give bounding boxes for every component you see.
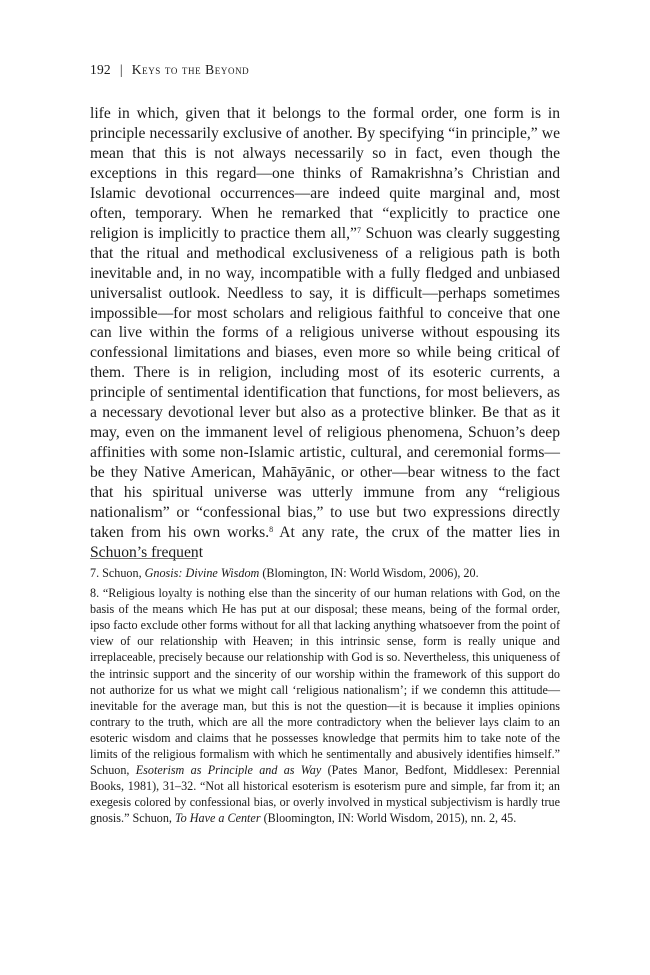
footnote-7 [90, 565, 560, 581]
book-title: Gnosis: Divine Wisdom [144, 566, 260, 580]
running-title: Keys to the Beyond [131, 62, 250, 77]
footnote-text: 7. Schuon, [90, 566, 145, 580]
book-title: Esoterism as Principle and as Way [135, 763, 322, 778]
book-title: To Have a Center [175, 811, 261, 826]
footnote-8 [90, 585, 560, 826]
note-reference[interactable]: 7 [356, 225, 361, 235]
footnotes [90, 565, 560, 827]
body-paragraph [90, 104, 560, 563]
body-segment: Schuon was clearly suggesting that the ritual and methodical exclusiveness of a religious path is both inevitable and, in no way, incompatible with a fully fledged and unbiased universalist outlook. Needless to say, it is difficult—perhaps sometimes impossible—for most scholars and religious faithful to conceive that one can live within the forms of a religious universe without espousing its confessional limitations and biases, even more so while being critical of them. There is in religion, including most of its esoteric currents, a principle of sentimental identification that functions, for most believers, as a necessary devotional lever but also as a protective blinker. Be that as it may, even on the immanent level of religious phenomena, Schuon’s deep affinities with some non-Islamic artistic, cultural, and ceremonial forms—be they Native American, Mahāyānic, or other—bear witness to the fact that his spiritual universe was utterly immune from any “religious nationalism” or “confessional bias,” to use but two expressions directly taken from his own works. [90, 224, 560, 542]
note-reference[interactable]: 8 [269, 525, 274, 535]
footnote-text: (Blomington, IN: World Wisdom, 2006), 20. [259, 566, 479, 580]
footnote-text: 8. “Religious loyalty is nothing else than the sincerity of our human relations with God, on the basis of the means which He has put at our disposal; these means, being of the formal order, ipso facto exclude other forms without for all that lacking anything whatsoever from the point of view of our relationship with Heaven; in this intrinsic sense, form is really unique and irreplaceable, precisely because our relationship with God is so. Nevertheless, this uniqueness of the intrinsic support and the sincerity of our worship within the framework of this support do not authorize for us what we might call ‘religious nationalism’; if we condemn this attitude—inevitable for the average man, but this is not the question—it is because it implies opinions contrary to the truth, which are all the more contradictory when the believer lays claim to an esoteric wisdom and claims that he possesses knowledge that permits him to take note of the limits of the religious formalism with which he sentimentally and abusively identifies himself.” Schuon, [90, 586, 560, 778]
body-segment: At any rate, the crux of the matter lies in Schuon’s frequent [90, 524, 560, 561]
page-number: 192 [90, 62, 111, 77]
footnote-text: (Bloomington, IN: World Wisdom, 2015), nn. 2, 45. [260, 811, 517, 826]
footnote-divider [90, 558, 197, 559]
running-header [90, 62, 249, 78]
header-separator: | [119, 62, 123, 77]
body-segment: life in which, given that it belongs to the formal order, one form is in principle necessarily exclusive of another. By specifying “in principle,” we mean that this is not always necessarily so in fact, even though the exceptions in this regard—one thinks of Ramakrishna’s Christian and Islamic devotional occurrences—are indeed quite marginal and, most often, temporary. When he remarked that “explicitly to practice one religion is implicitly to practice them all,” [90, 105, 560, 242]
footnote-text: (Pates Manor, Bedfont, Middlesex: Perennial Books, 1981), 31–32. “Not all historical esoterism is esoterism pure and simple, far from it; an exegesis colored by confessional bias, or overly involved in mystical subjectivism is hardly true gnosis.” Schuon, [90, 763, 560, 826]
